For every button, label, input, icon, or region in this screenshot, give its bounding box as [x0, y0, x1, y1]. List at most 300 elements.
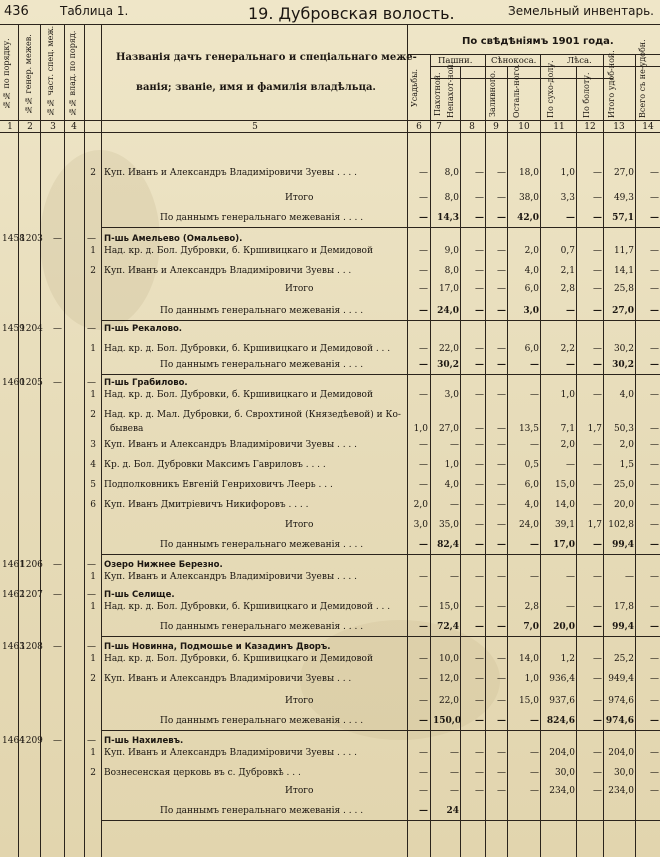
cell-c12: —: [593, 344, 602, 354]
owner-name: По даннымъ генеральнаго межеванія . . . .: [160, 213, 364, 223]
cell-c12: —: [593, 768, 602, 778]
owner-name: Вознесенская церковь въ с. Дубровкѣ . . .: [104, 768, 301, 778]
owner-name: Итого: [285, 284, 314, 294]
cell-c8: —: [475, 193, 484, 203]
cell-c13: 17,8: [613, 602, 634, 612]
cell-c12: —: [593, 440, 602, 450]
header-usadby: Усадьбы.: [410, 68, 419, 108]
cell-c9: —: [497, 748, 506, 758]
cell-c11: 2,2: [560, 344, 575, 354]
cell-c13: 102,8: [608, 520, 634, 530]
table-label: Таблица 1.: [60, 4, 129, 18]
cell-c12: 1,7: [587, 520, 602, 530]
cell-c10: —: [530, 748, 539, 758]
cell-c6: —: [419, 806, 428, 816]
cell-c12: —: [593, 284, 602, 294]
cell-c10: 42,0: [517, 213, 539, 223]
cell-c14: —: [650, 193, 659, 203]
spec-survey-number: —: [53, 378, 62, 388]
cell-c14: —: [650, 168, 659, 178]
gen-survey-row: [0, 213, 660, 227]
cell-c11: 39,1: [554, 520, 575, 530]
cell-c11: 2,1: [560, 266, 575, 276]
cell-c8: —: [475, 622, 484, 632]
cell-c14: —: [650, 344, 659, 354]
owner-name: Над. кр. д. Бол. Дубровки, б. Кршивицкаго и Демидовой: [104, 654, 373, 664]
owner-name: бывева: [110, 424, 144, 434]
cell-c11: —: [566, 572, 575, 582]
cell-c10: 6,0: [524, 344, 539, 354]
total-row: [0, 284, 660, 298]
cell-c8: —: [475, 768, 484, 778]
cell-c6: —: [419, 716, 428, 726]
cell-c9: —: [497, 540, 506, 550]
cell-c8: —: [475, 602, 484, 612]
owner-number: 2: [90, 266, 96, 276]
cell-c14: —: [650, 748, 659, 758]
cell-c14: —: [650, 572, 659, 582]
cell-c6: —: [419, 390, 428, 400]
estate-name: Озеро Нижнее Березно.: [104, 560, 223, 570]
owner-name: Над. кр. д. Бол. Дубровки, б. Кршивицкаго и Демидовой . . .: [104, 344, 391, 354]
row-rule: [101, 554, 660, 555]
header-names-line2: ванія; званіе, имя и фамилія владѣльца.: [136, 82, 376, 93]
cell-c14: —: [650, 654, 659, 664]
cell-c7: 10,0: [438, 654, 459, 664]
col-number: 12: [584, 122, 596, 132]
col-number: 2: [27, 122, 33, 132]
cell-c6: 1,0: [413, 424, 428, 434]
cell-c10: —: [530, 768, 539, 778]
cell-c7: 8,0: [444, 266, 459, 276]
col-number: 10: [518, 122, 530, 132]
cell-c10: 15,0: [518, 696, 539, 706]
cell-c13: 974,6: [605, 716, 634, 726]
header-po-sukhodolu: По сухо-долу.: [546, 60, 555, 118]
row-number: 1458: [2, 234, 25, 244]
cell-c11: 7,1: [560, 424, 575, 434]
table-row: [0, 410, 660, 424]
cell-c11: 824,6: [546, 716, 575, 726]
row-rule: [101, 636, 660, 637]
cell-c14: —: [650, 500, 659, 510]
cell-c8: —: [475, 168, 484, 178]
cell-c12: —: [593, 306, 602, 316]
cell-c11: 936,4: [549, 674, 575, 684]
cell-c6: —: [419, 440, 428, 450]
gen-survey-row: [0, 622, 660, 636]
cell-c9: —: [497, 716, 506, 726]
owner-name: Итого: [285, 193, 314, 203]
cell-c13: 27,0: [612, 306, 634, 316]
cell-c12: —: [593, 168, 602, 178]
cell-c11: 20,0: [553, 622, 575, 632]
cell-c10: 2,0: [524, 246, 539, 256]
owner-name: Кр. д. Бол. Дубровки Максимъ Гавриловъ . . . .: [104, 460, 326, 470]
cell-c10: —: [530, 572, 539, 582]
col-number: 8: [469, 122, 475, 132]
owner-name: Над. кр. д. Мал. Дубровки, б. Сврохтиной (Князедѣевой) и Ко-: [104, 410, 401, 420]
cell-c12: 1,7: [587, 424, 602, 434]
owner-name: Подполковникъ Евгеній Генриховичъ Леерь . . .: [104, 480, 333, 490]
header-senokosa: Сѣнокоса.: [491, 56, 537, 66]
owner-number: 1: [90, 654, 96, 664]
table-row: [0, 390, 660, 404]
cell-c13: 30,0: [613, 768, 634, 778]
col-number: 1: [7, 122, 13, 132]
table-row: [0, 768, 660, 782]
cell-c12: —: [593, 748, 602, 758]
cell-c6: —: [419, 748, 428, 758]
cell-c7: 12,0: [438, 674, 459, 684]
page-number: 436: [4, 4, 29, 19]
owner-number: 1: [90, 344, 96, 354]
cell-c13: 27,0: [613, 168, 634, 178]
cell-c11: 204,0: [549, 748, 575, 758]
owner-name: Над. кр. д. Бол. Дубровки, б. Кршивицкаго и Демидовой . . .: [104, 602, 391, 612]
cell-c10: 1,0: [524, 674, 539, 684]
cell-c6: 2,0: [413, 500, 428, 510]
cell-c10: 2,8: [524, 602, 539, 612]
owner-number: 2: [90, 410, 96, 420]
owner-name: Куп. Иванъ и Александръ Владиміровичи Зуевы . . . .: [104, 748, 358, 758]
cell-c7: 30,2: [437, 360, 459, 370]
cell-c11: 2,0: [560, 440, 575, 450]
header-names-line1: Названія дачъ генеральнаго и спеціальнаго меже-: [116, 52, 417, 63]
cell-c11: 1,0: [560, 390, 575, 400]
cell-c10: 4,0: [524, 266, 539, 276]
cell-c10: —: [530, 440, 539, 450]
cell-c10: 6,0: [524, 480, 539, 490]
owner-name: По даннымъ генеральнаго межеванія . . . .: [160, 306, 364, 316]
cell-c9: —: [497, 213, 506, 223]
cell-c11: 15,0: [554, 480, 575, 490]
cell-c9: —: [497, 440, 506, 450]
cell-c6: —: [419, 622, 428, 632]
estate-name: П-шь Новинна, Подмошье и Казадинъ Дворъ.: [104, 642, 331, 652]
owner-number: 1: [90, 602, 96, 612]
cell-c8: —: [475, 572, 484, 582]
cell-c10: —: [530, 716, 539, 726]
cell-c7: 72,4: [437, 622, 459, 632]
cell-c10: 4,0: [524, 500, 539, 510]
header-ostalnogo: Осталь-ного.: [512, 63, 521, 118]
table-row: [0, 500, 660, 514]
cell-c9: —: [497, 602, 506, 612]
owner-number: —: [87, 736, 96, 746]
owner-name: По даннымъ генеральнаго межеванія . . . .: [160, 360, 364, 370]
cell-c6: —: [419, 306, 428, 316]
cell-c11: 234,0: [549, 786, 575, 796]
cell-c13: 25,2: [613, 654, 634, 664]
cell-c14: —: [650, 716, 659, 726]
cell-c14: —: [650, 540, 659, 550]
spec-survey-number: —: [53, 234, 62, 244]
total-row: [0, 696, 660, 710]
cell-c9: —: [497, 480, 506, 490]
col-number: 9: [493, 122, 499, 132]
gen-survey-number: 1208: [20, 642, 43, 652]
cell-c7: 150,0: [433, 716, 462, 726]
cell-c13: 50,3: [613, 424, 634, 434]
table-row: [0, 266, 660, 280]
gen-survey-row: [0, 360, 660, 374]
gen-survey-number: 1203: [20, 234, 43, 244]
cell-c7: 9,0: [444, 246, 459, 256]
cell-c8: —: [475, 360, 484, 370]
cell-c8: —: [475, 266, 484, 276]
cell-c9: —: [497, 284, 506, 294]
cell-c13: —: [625, 572, 634, 582]
row-rule: [101, 227, 660, 228]
cell-c14: —: [650, 440, 659, 450]
owner-number: 6: [90, 500, 96, 510]
cell-c10: 0,5: [524, 460, 539, 470]
cell-c8: —: [475, 520, 484, 530]
cell-c7: 14,3: [437, 213, 459, 223]
cell-c14: —: [650, 622, 659, 632]
cell-c9: —: [497, 460, 506, 470]
estate-row: [0, 324, 660, 338]
page-title: 19. Дубровская волость.: [248, 4, 455, 23]
cell-c12: —: [593, 266, 602, 276]
row-rule: [101, 374, 660, 375]
col-number: 4: [71, 122, 77, 132]
cell-c6: —: [419, 768, 428, 778]
cell-c8: —: [475, 786, 484, 796]
cell-c10: 6,0: [524, 284, 539, 294]
cell-c10: 18,0: [518, 168, 539, 178]
cell-c12: —: [593, 572, 602, 582]
cell-c9: —: [497, 168, 506, 178]
owner-number: 1: [90, 748, 96, 758]
cell-c9: —: [497, 768, 506, 778]
cell-c8: —: [475, 344, 484, 354]
cell-c11: 1,2: [560, 654, 575, 664]
cell-c13: 25,0: [613, 480, 634, 490]
cell-c11: 1,0: [560, 168, 575, 178]
cell-c9: —: [497, 572, 506, 582]
owner-name: По даннымъ генеральнаго межеванія . . . .: [160, 540, 364, 550]
cell-c12: —: [593, 786, 602, 796]
owner-number: 1: [90, 572, 96, 582]
header-col2: №№ генер. межев.: [24, 34, 33, 114]
cell-c14: —: [650, 284, 659, 294]
cell-c6: —: [419, 266, 428, 276]
cell-c8: —: [475, 284, 484, 294]
cell-c13: 49,3: [613, 193, 634, 203]
cell-c9: —: [497, 306, 506, 316]
gen-survey-number: 1207: [20, 590, 43, 600]
header-col4: №№ влад. по поряд.: [68, 30, 77, 116]
cell-c8: —: [475, 654, 484, 664]
owner-number: —: [87, 234, 96, 244]
gen-survey-number: 1204: [20, 324, 43, 334]
owner-number: 2: [90, 168, 96, 178]
cell-c9: —: [497, 500, 506, 510]
cell-c8: —: [475, 460, 484, 470]
cell-c7: 22,0: [438, 344, 459, 354]
cell-c13: 2,0: [619, 440, 634, 450]
cell-c6: —: [419, 360, 428, 370]
cell-c7: 3,0: [444, 390, 459, 400]
cell-c14: —: [650, 520, 659, 530]
cell-c11: —: [566, 213, 575, 223]
cell-c7: 8,0: [444, 193, 459, 203]
cell-c6: —: [419, 213, 428, 223]
gen-survey-row: [0, 540, 660, 554]
table-row: [0, 344, 660, 358]
row-number: 1460: [2, 378, 25, 388]
cell-c7: 24,0: [437, 306, 459, 316]
cell-c8: —: [475, 306, 484, 316]
owner-name: По даннымъ генеральнаго межеванія . . . .: [160, 716, 364, 726]
header-pashni: Пашни.: [438, 56, 473, 66]
owner-name: Куп. Иванъ и Александръ Владиміровичи Зуевы . . . .: [104, 168, 358, 178]
owner-number: 1: [90, 390, 96, 400]
header-col1: №№ по порядку.: [2, 38, 11, 110]
spec-survey-number: —: [53, 560, 62, 570]
header-itogo-udob: Итого удоб-ной.: [607, 50, 616, 118]
cell-c8: —: [475, 674, 484, 684]
cell-c7: —: [450, 748, 459, 758]
cell-c6: —: [419, 344, 428, 354]
gen-survey-row: [0, 306, 660, 320]
cell-c7: —: [450, 500, 459, 510]
cell-c13: 25,8: [613, 284, 634, 294]
cell-c12: —: [593, 360, 602, 370]
cell-c11: 30,0: [554, 768, 575, 778]
cell-c6: 3,0: [413, 520, 428, 530]
cell-c6: —: [419, 786, 428, 796]
cell-c14: —: [650, 360, 659, 370]
cell-c13: 99,4: [612, 622, 634, 632]
spec-survey-number: —: [53, 324, 62, 334]
cell-c10: 3,0: [523, 306, 539, 316]
cell-c7: 82,4: [437, 540, 459, 550]
estate-name: П-шь Нахилевъ.: [104, 736, 184, 746]
gen-survey-row: [0, 716, 660, 730]
cell-c14: —: [650, 266, 659, 276]
gen-survey-number: 1205: [20, 378, 43, 388]
cell-c12: —: [593, 500, 602, 510]
total-row: [0, 520, 660, 534]
table-row: [0, 440, 660, 454]
cell-c9: —: [497, 344, 506, 354]
owner-number: —: [87, 324, 96, 334]
cell-c12: —: [593, 540, 602, 550]
cell-c8: —: [475, 424, 484, 434]
cell-c9: —: [497, 246, 506, 256]
cell-c9: —: [497, 360, 506, 370]
cell-c9: —: [497, 674, 506, 684]
header-lesa: Лѣса.: [567, 56, 592, 66]
header-col3: №№ част. спец. меж.: [46, 25, 55, 116]
owner-number: 1: [90, 246, 96, 256]
cell-c7: 1,0: [444, 460, 459, 470]
cell-c7: —: [450, 786, 459, 796]
cell-c9: —: [497, 622, 506, 632]
cell-c12: —: [593, 390, 602, 400]
cell-c11: —: [566, 602, 575, 612]
cell-c8: —: [475, 213, 484, 223]
cell-c14: —: [650, 460, 659, 470]
cell-c8: —: [475, 246, 484, 256]
cell-c12: —: [593, 213, 602, 223]
table-row: [0, 424, 660, 438]
cell-c10: 14,0: [518, 654, 539, 664]
cell-c14: —: [650, 674, 659, 684]
cell-c6: —: [419, 572, 428, 582]
cell-c9: —: [497, 193, 506, 203]
row-number: 1464: [2, 736, 25, 746]
gen-survey-row: [0, 806, 660, 820]
header-nepakhotnoi: Непахот-ной.: [446, 61, 455, 118]
cell-c6: —: [419, 168, 428, 178]
gen-survey-number: 1206: [20, 560, 43, 570]
cell-c8: —: [475, 748, 484, 758]
cell-c13: 30,2: [612, 360, 634, 370]
cell-c12: —: [593, 480, 602, 490]
cell-c7: —: [450, 572, 459, 582]
owner-name: Итого: [285, 696, 314, 706]
cell-c14: —: [650, 786, 659, 796]
cell-c14: —: [650, 306, 659, 316]
owner-name: Куп. Иванъ Дмитріевичъ Никифоровъ . . . .: [104, 500, 309, 510]
col-number: 11: [553, 122, 565, 132]
cell-c7: 35,0: [438, 520, 459, 530]
cell-c10: 13,5: [518, 424, 539, 434]
col-number: 7: [436, 122, 442, 132]
cell-c8: —: [475, 390, 484, 400]
cell-c7: 15,0: [438, 602, 459, 612]
table-row: [0, 460, 660, 474]
cell-c7: 17,0: [438, 284, 459, 294]
header-po-bolotu: По болоту.: [582, 72, 591, 118]
col-number: 3: [50, 122, 56, 132]
cell-c12: —: [593, 246, 602, 256]
header-vsego: Всего съ не-удобн.: [638, 39, 647, 118]
cell-c6: —: [419, 460, 428, 470]
cell-c13: 974,6: [608, 696, 634, 706]
cell-c9: —: [497, 266, 506, 276]
cell-c9: —: [497, 654, 506, 664]
cell-c13: 99,4: [612, 540, 634, 550]
cell-c6: —: [419, 540, 428, 550]
cell-c13: 1,5: [619, 460, 634, 470]
cell-c12: —: [593, 460, 602, 470]
cell-c7: —: [450, 440, 459, 450]
cell-c8: —: [475, 500, 484, 510]
cell-c10: —: [530, 360, 539, 370]
cell-c11: —: [566, 360, 575, 370]
owner-name: Куп. Иванъ и Александръ Владиміровичи Зуевы . . . .: [104, 572, 358, 582]
col-number: 5: [252, 122, 258, 132]
table-row: [0, 654, 660, 668]
owner-number: —: [87, 590, 96, 600]
header-pakhotnoi: Пахотной.: [433, 72, 442, 116]
cell-c11: —: [566, 460, 575, 470]
row-number: 1463: [2, 642, 25, 652]
owner-name: Итого: [285, 520, 314, 530]
owner-name: Над. кр. д. Бол. Дубровки, б. Кршивицкаго и Демидовой: [104, 390, 373, 400]
cell-c6: —: [419, 284, 428, 294]
cell-c14: —: [650, 390, 659, 400]
row-rule: [101, 320, 660, 321]
table-row: [0, 480, 660, 494]
row-number: 1462: [2, 590, 25, 600]
cell-c7: 4,0: [444, 480, 459, 490]
